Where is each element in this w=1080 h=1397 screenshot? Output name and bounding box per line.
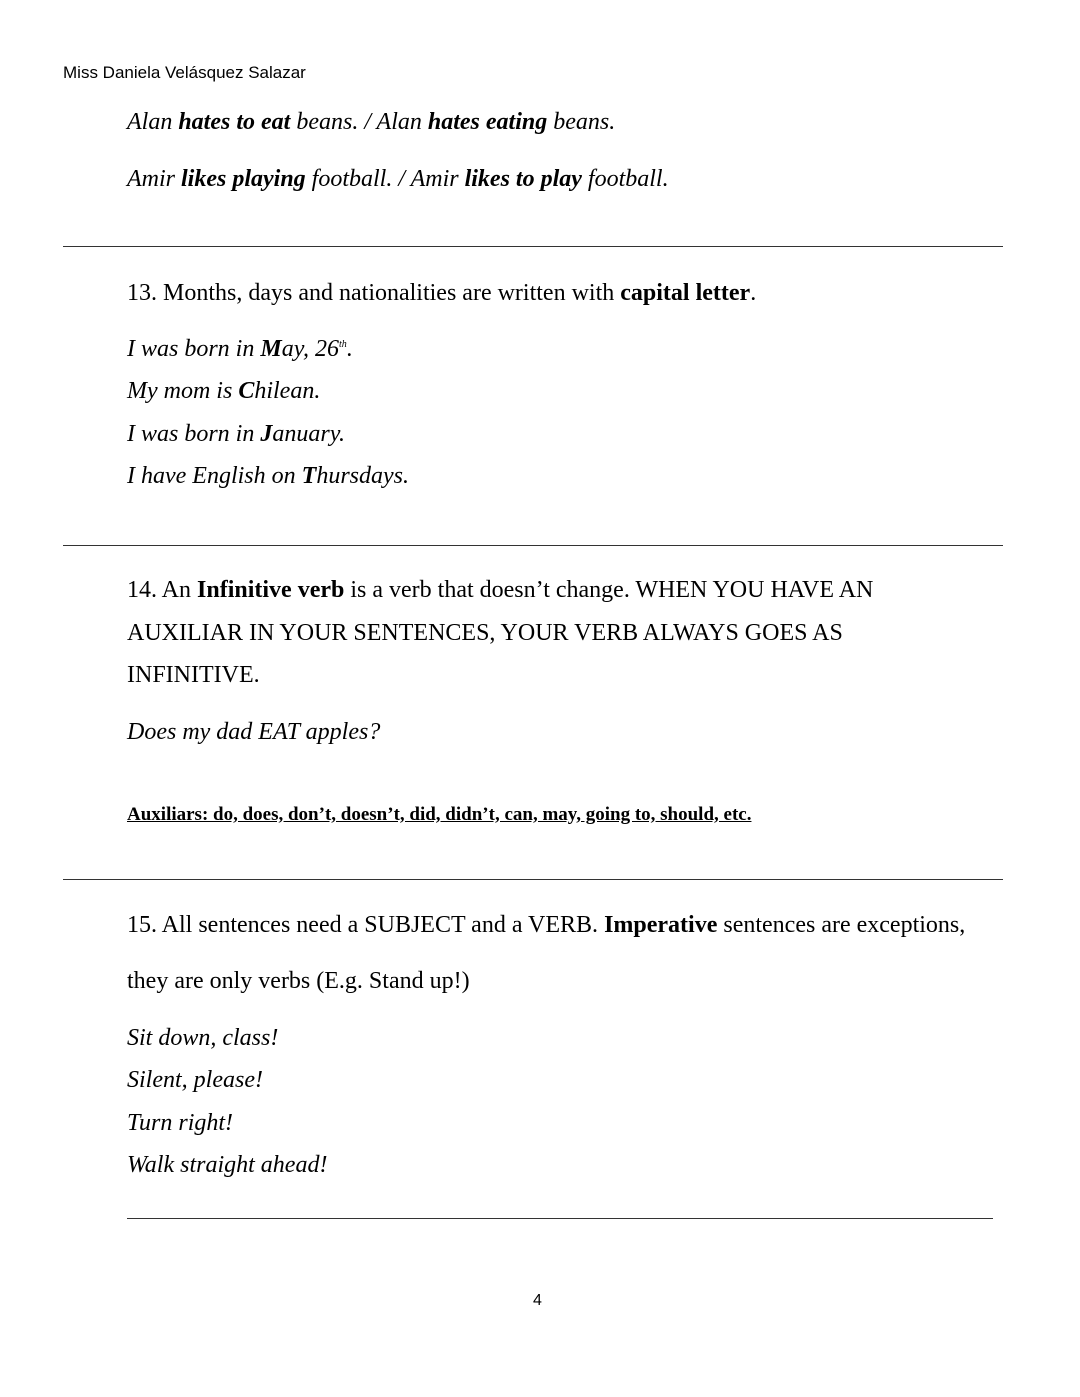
text-segment: . <box>346 336 353 362</box>
text-segment: hursdays. <box>316 463 409 489</box>
ordinal-suffix: th <box>339 339 347 350</box>
bold-term: Imperative <box>604 912 718 938</box>
capital-letter: M <box>260 336 282 362</box>
example-13-4 <box>127 464 409 488</box>
bold-verb: likes playing <box>181 166 306 192</box>
section-divider <box>63 545 1003 546</box>
text-segment: football. <box>581 166 669 192</box>
text-segment: beans. / Alan <box>290 109 428 135</box>
rule-15-line1 <box>127 913 965 937</box>
text-segment: . <box>750 280 757 306</box>
text-segment: I was born in <box>127 336 261 362</box>
section-divider <box>63 879 1003 880</box>
auxiliars-list: Auxiliars: do, does, don’t, doesn’t, did, didn’t, can, may, going to, should, etc. <box>127 804 752 825</box>
rule-14-line1 <box>127 578 873 602</box>
capital-letter: T <box>301 463 317 489</box>
example-15-4: Walk straight ahead! <box>127 1152 328 1178</box>
example-15-3: Turn right! <box>127 1110 234 1136</box>
text-segment: 13. Months, days and nationalities are written with <box>127 280 621 306</box>
example-14: Does my dad EAT apples? <box>127 719 381 745</box>
text-segment: football. / Amir <box>305 166 465 192</box>
bold-verb: hates eating <box>427 109 548 135</box>
text-segment: is a verb that doesn’t change. WHEN YOU HAVE AN <box>344 577 874 603</box>
text-segment: My mom is <box>127 378 239 404</box>
rule-15-line2: they are only verbs (E.g. Stand up!) <box>127 968 470 994</box>
section-divider <box>127 1218 993 1219</box>
capital-letter: J <box>260 421 273 447</box>
capital-letter: C <box>238 378 255 404</box>
example-13-1 <box>127 337 353 361</box>
bold-verb: likes to play <box>464 166 582 192</box>
text-segment: Amir <box>127 166 181 192</box>
example-likes-line <box>127 167 669 191</box>
text-segment: Alan <box>127 109 179 135</box>
text-segment: sentences are exceptions, <box>717 912 966 938</box>
example-hates-line <box>127 110 615 134</box>
bold-term: Infinitive verb <box>197 577 345 603</box>
example-13-3 <box>127 422 345 446</box>
page-number: 4 <box>533 1292 542 1309</box>
section-divider <box>63 246 1003 247</box>
example-13-2 <box>127 379 320 403</box>
bold-verb: hates to eat <box>178 109 291 135</box>
text-segment: 14. An <box>127 577 198 603</box>
bold-term: capital letter <box>620 280 751 306</box>
text-segment: anuary. <box>272 421 346 447</box>
text-segment: hilean. <box>254 378 321 404</box>
text-segment: I have English on <box>127 463 302 489</box>
rule-14-line3: INFINITIVE. <box>127 662 260 688</box>
rule-14-line2: AUXILIAR IN YOUR SENTENCES, YOUR VERB ALWAYS GOES AS <box>127 620 843 646</box>
text-segment: ay, 26 <box>281 336 340 362</box>
rule-13 <box>127 281 756 305</box>
document-header-author: Miss Daniela Velásquez Salazar <box>63 63 306 82</box>
text-segment: I was born in <box>127 421 261 447</box>
text-segment: beans. <box>547 109 616 135</box>
example-15-1: Sit down, class! <box>127 1025 279 1051</box>
example-15-2: Silent, please! <box>127 1067 263 1093</box>
text-segment: 15. All sentences need a SUBJECT and a VERB. <box>127 912 605 938</box>
